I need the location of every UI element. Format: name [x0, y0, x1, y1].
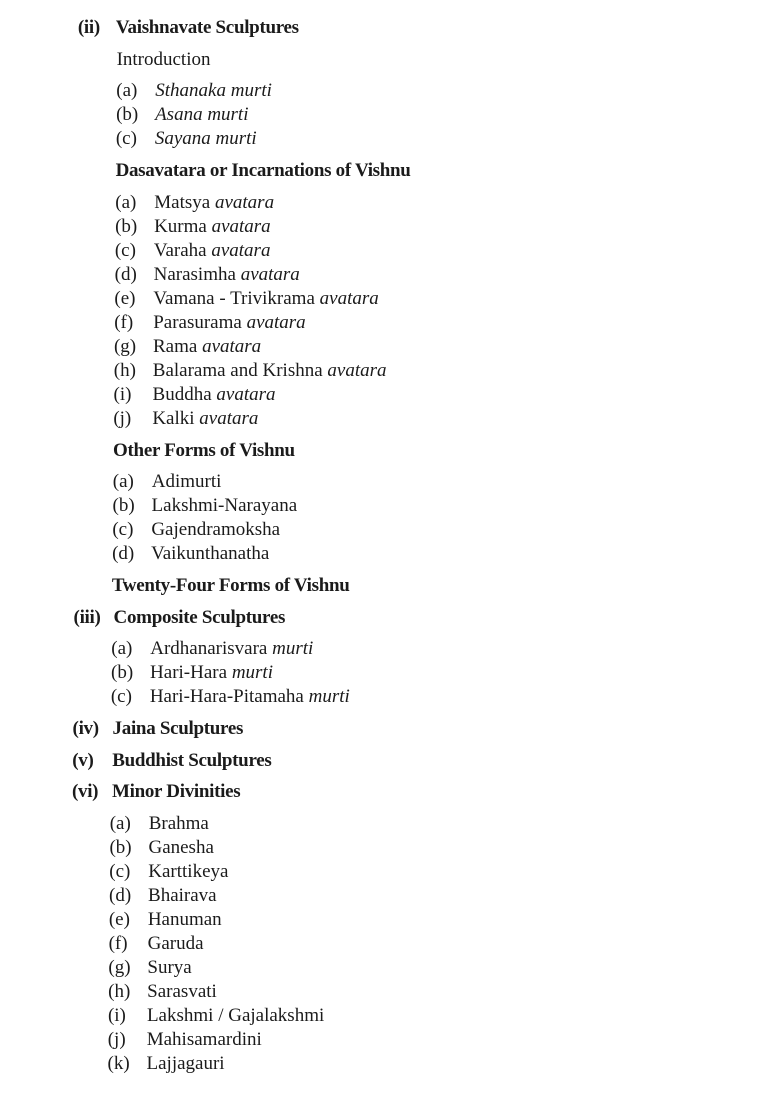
- item-number: (c): [109, 861, 131, 883]
- entry-italic-term: avatara: [327, 359, 387, 381]
- item-number: (d): [112, 543, 135, 565]
- entry-text-group: [112, 780, 240, 804]
- entry-italic-term: avatara: [211, 215, 271, 237]
- item-number: (a): [111, 638, 133, 660]
- entry-text: Composite Sculptures: [113, 606, 286, 628]
- entry-text-group: [155, 103, 248, 127]
- entry-text: Hari-Hara-Pitamaha: [149, 686, 309, 708]
- entry-text: Dasavatara or Incarnations of Vishnu: [115, 160, 411, 182]
- item-number: (i): [113, 383, 132, 405]
- entry-text: Karttikeya: [148, 861, 229, 883]
- item-number: (j): [113, 407, 132, 429]
- entry-text: Other Forms of Vishnu: [113, 439, 295, 461]
- entry-text: Garuda: [147, 933, 204, 955]
- entry-text: Vaishnavate Sculptures: [115, 17, 299, 38]
- entry-text: Bhairava: [148, 885, 217, 907]
- item-number: (i): [107, 1005, 126, 1027]
- item-number: (vi): [71, 781, 99, 803]
- entry-text: Hari-Hara: [150, 662, 232, 684]
- entry-text: Parasurama: [153, 311, 247, 333]
- entry-text-group: [153, 311, 306, 335]
- entry-text: Buddhist Sculptures: [112, 749, 272, 771]
- entry-italic-term: murti: [272, 638, 314, 660]
- entry-text-group: [154, 263, 300, 287]
- entry-text-group: [116, 16, 299, 40]
- item-number: (b): [109, 837, 132, 859]
- entry-text-group: [117, 48, 211, 72]
- entry-text-group: [154, 239, 271, 263]
- entry-text: Vamana - Trivikrama: [153, 287, 320, 309]
- entry-text: Brahma: [148, 813, 209, 835]
- entry-text: Varaha: [153, 239, 212, 261]
- entry-italic-term: avatara: [319, 287, 379, 309]
- item-number: (d): [114, 263, 137, 285]
- item-number: (d): [109, 885, 132, 907]
- entry-text: Kalki: [152, 407, 200, 429]
- item-number: (g): [113, 335, 137, 357]
- item-number: (a): [115, 191, 137, 213]
- item-number: (e): [108, 909, 130, 931]
- entry-text: Narasimha: [153, 263, 241, 285]
- entry-text-group: [113, 717, 244, 741]
- entry-text: Jaina Sculptures: [112, 718, 244, 739]
- item-number: (k): [107, 1053, 130, 1075]
- item-number: (g): [108, 957, 131, 979]
- entry-text: Adimurti: [151, 471, 222, 493]
- entry-text: Gajendramoksha: [151, 519, 281, 541]
- entry-text-group: [153, 383, 276, 407]
- entry-text-group: [155, 127, 257, 151]
- entry-text-group: [153, 359, 387, 383]
- entry-text: Introduction: [116, 48, 211, 70]
- entry-text-group: [148, 836, 213, 860]
- item-number: (a): [116, 80, 138, 102]
- entry-text: Kurma: [154, 215, 212, 237]
- entry-text: Mahisamardini: [146, 1029, 262, 1051]
- item-number: (v): [72, 749, 94, 771]
- entry-text-group: [148, 932, 204, 956]
- item-number: (ii): [77, 17, 100, 38]
- entry-text-group: [153, 287, 378, 311]
- entry-text-group: [147, 1052, 225, 1076]
- entry-italic-term: murti: [231, 662, 273, 684]
- entry-text-group: [114, 606, 286, 630]
- item-number: (iii): [73, 606, 101, 628]
- entry-italic-term: Sthanaka murti: [155, 80, 272, 102]
- item-number: (b): [112, 495, 135, 517]
- entry-text-group: [147, 1004, 324, 1028]
- item-number: (c): [110, 686, 132, 708]
- item-number: (f): [108, 933, 128, 955]
- entry-text: Balarama and Krishna: [152, 359, 328, 381]
- entry-text-group: [150, 661, 273, 685]
- item-number: (iv): [72, 718, 99, 739]
- entry-text-group: [147, 1028, 262, 1052]
- entry-text: Rama: [152, 335, 203, 357]
- entry-text: Lajjagauri: [146, 1053, 225, 1075]
- item-number: (e): [114, 287, 136, 309]
- item-number: (c): [114, 239, 136, 261]
- entry-italic-term: avatara: [199, 407, 259, 429]
- entry-italic-term: avatara: [246, 311, 306, 333]
- entry-text-group: [112, 749, 271, 773]
- item-number: (h): [113, 359, 136, 381]
- entry-text-group: [149, 812, 209, 836]
- entry-text: Buddha: [152, 383, 217, 405]
- entry-italic-term: Sayana murti: [154, 128, 257, 150]
- entry-text: Surya: [147, 957, 192, 979]
- entry-text-group: [116, 159, 411, 183]
- entry-text: Ganesha: [148, 837, 214, 859]
- entry-text-group: [113, 439, 295, 463]
- item-number: (b): [116, 104, 139, 126]
- entry-text: Matsya: [154, 191, 215, 213]
- entry-text: Ardhanarisvara: [150, 638, 273, 660]
- item-number: (a): [109, 813, 131, 835]
- entry-text-group: [151, 542, 269, 566]
- entry-text: Lakshmi-Narayana: [151, 495, 298, 517]
- entry-text-group: [147, 980, 217, 1004]
- entry-text-group: [148, 860, 228, 884]
- entry-italic-term: murti: [308, 686, 350, 708]
- item-number: (c): [115, 128, 137, 150]
- entry-text-group: [112, 574, 350, 598]
- item-number: (b): [111, 662, 134, 684]
- item-number: (f): [114, 311, 134, 333]
- entry-text-group: [147, 956, 191, 980]
- entry-text: Sarasvati: [147, 981, 217, 1003]
- item-number: (j): [107, 1029, 126, 1051]
- entry-text-group: [153, 335, 261, 359]
- entry-text-group: [154, 191, 274, 215]
- entry-text: Lakshmi / Gajalakshmi: [146, 1005, 325, 1027]
- entry-text-group: [155, 79, 272, 103]
- entry-italic-term: avatara: [214, 191, 275, 213]
- entry-italic-term: avatara: [216, 383, 276, 405]
- entry-text-group: [152, 407, 258, 431]
- entry-text-group: [150, 637, 313, 661]
- entry-text-group: [150, 685, 350, 709]
- entry-text: Vaikunthanatha: [151, 543, 270, 565]
- entry-text-group: [152, 494, 298, 518]
- item-number: (a): [112, 471, 134, 493]
- entry-text: Hanuman: [147, 909, 222, 931]
- entry-italic-term: Asana murti: [155, 104, 249, 126]
- entry-text-group: [148, 908, 222, 932]
- entry-text-group: [154, 215, 271, 239]
- entry-text-group: [151, 518, 280, 542]
- item-number: (b): [115, 215, 138, 237]
- item-number: (c): [112, 519, 134, 541]
- entry-text: Minor Divinities: [111, 781, 241, 803]
- entry-text-group: [148, 884, 217, 908]
- entry-italic-term: avatara: [211, 239, 271, 261]
- entry-italic-term: avatara: [202, 335, 262, 357]
- item-number: (h): [108, 981, 131, 1003]
- entry-text: Twenty-Four Forms of Vishnu: [111, 574, 350, 596]
- entry-italic-term: avatara: [240, 263, 300, 285]
- entry-text-group: [152, 470, 222, 494]
